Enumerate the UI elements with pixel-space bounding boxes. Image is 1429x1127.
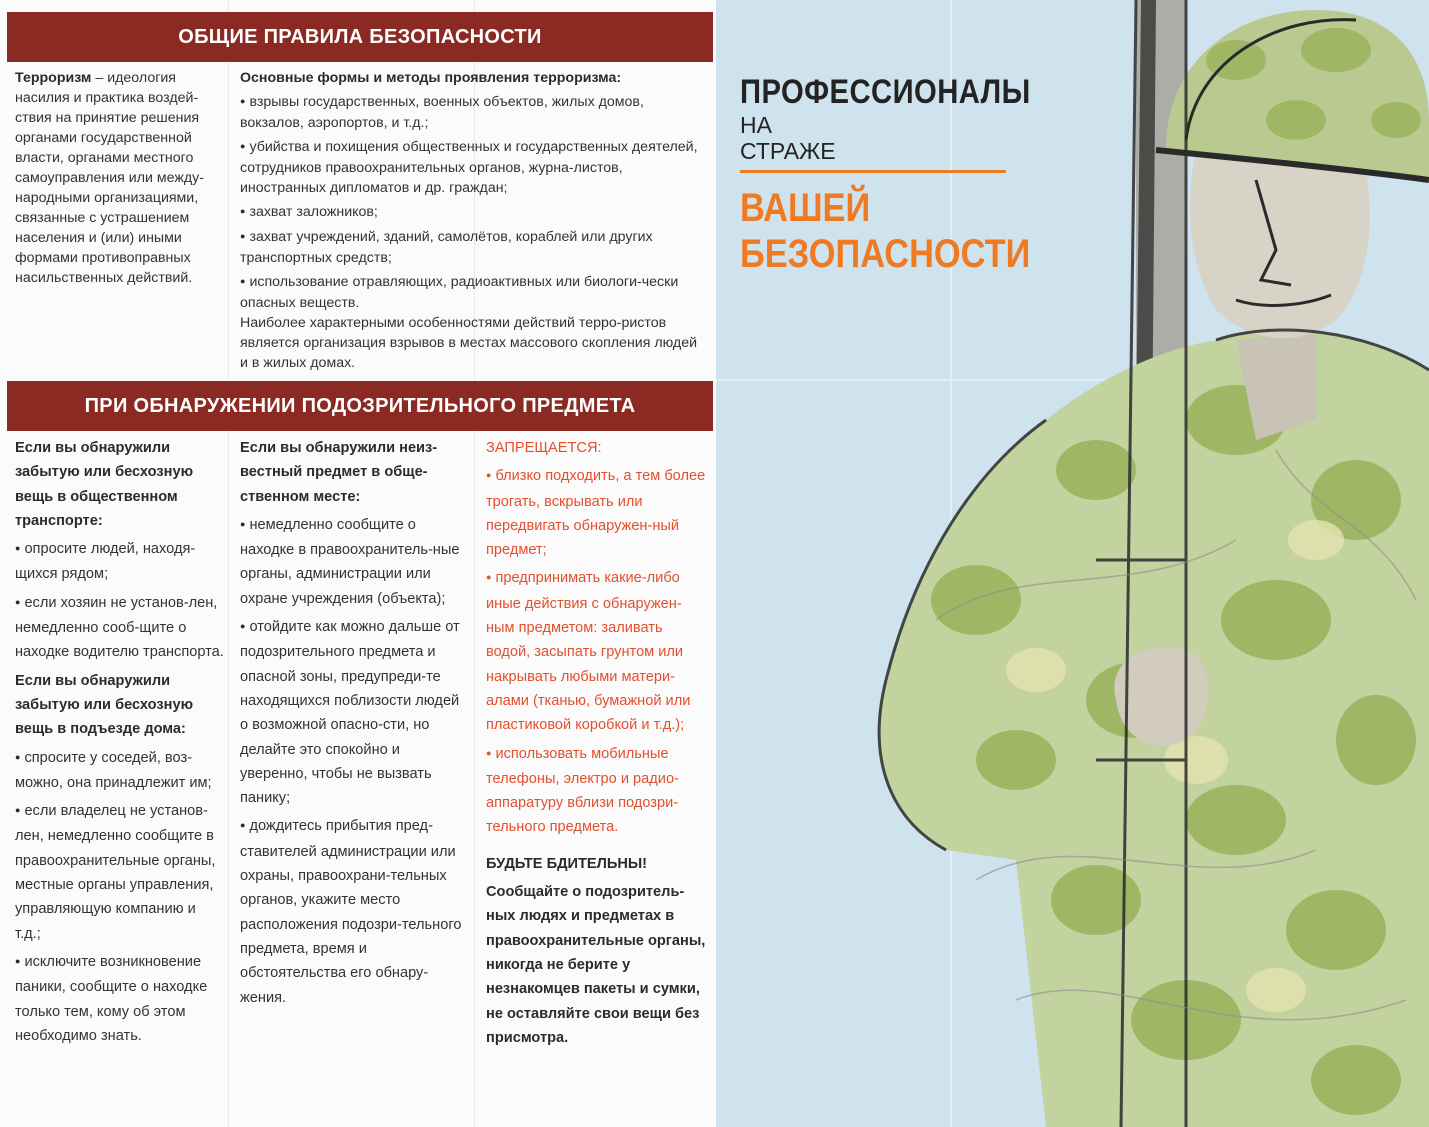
public-place-column xyxy=(240,436,465,1010)
list-item: ● предпринимать какие-либо иные действия с обнаружен-ным предметом: заливать водой, засыпать грунтом или накрывать любыми матери-алами (тканью, бумажной или пластиковой коробкой и т.д.); xyxy=(486,566,706,737)
definition-term: Терроризм xyxy=(15,70,92,86)
list-item: ● дождитесь прибытия пред-ставителей администрации или охраны, правоохрани-тельных органов, укажите место расположения подозри-тельного предмета, время и обстоятельства его обнару-жения. xyxy=(240,814,465,1009)
list-item: ● использовать мобильные телефоны, электро и радио-аппаратуру вблизи подозри-тельного предмета. xyxy=(486,742,706,840)
forms-heading: Основные формы и методы проявления терроризма: xyxy=(240,70,622,86)
list-item: ● если хозяин не установ-лен, немедленно сооб-щите о находке водителю транспорта. xyxy=(15,591,225,665)
list-item: ● захват учреждений, зданий, самолётов, кораблей или других транспортных средств; xyxy=(240,227,705,268)
list-item: ● убийства и похищения общественных и государственных деятелей, сотрудников правоохранительных органов, журна-листов, иностранных дипломатов и др. граждан; xyxy=(240,137,705,198)
list-item: ● исключите возникновение паники, сообщите о находке только тем, кому об этом необходимо знать. xyxy=(15,950,225,1048)
cover-line-1: ПРОФЕССИОНАЛЫ xyxy=(740,73,1031,111)
cover-line-3: СТРАЖЕ xyxy=(740,138,836,164)
transport-and-entrance-column xyxy=(15,436,225,1048)
list-item: ● если владелец не установ-лен, немедленно сообщите в правоохранительные органы, местные органы управления, управляющую компанию и т.д.; xyxy=(15,799,225,946)
list-item: ● использование отравляющих, радиоактивных или биологи-чески опасных веществ. xyxy=(240,272,705,313)
terrorism-definition xyxy=(15,68,220,288)
section-1-banner: ОБЩИЕ ПРАВИЛА БЕЗОПАСНОСТИ xyxy=(7,12,713,62)
cover-divider xyxy=(740,170,1006,173)
terrorism-forms xyxy=(240,68,705,373)
cover-line-4: ВАШЕЙ xyxy=(740,186,871,230)
prohibited-column xyxy=(486,436,706,1050)
transport-heading: Если вы обнаружили забытую или бесхозную вещь в общественном транспорте: xyxy=(15,440,194,529)
entrance-heading: Если вы обнаружили забытую или бесхозную вещь в подъезде дома: xyxy=(15,672,194,738)
cover-line-5: БЕЗОПАСНОСТИ xyxy=(740,232,1031,276)
list-item: ● захват заложников; xyxy=(240,202,705,223)
cover-panel xyxy=(716,0,1429,1127)
fold-line xyxy=(228,0,229,1127)
prohibited-heading: ЗАПРЕЩАЕТСЯ: xyxy=(486,440,602,456)
vigilant-text: Сообщайте о подозритель-ных людях и предметах в правоохранительные органы, никогда не берите у незнакомцев пакеты и сумки, не оставляйте свои вещи без присмотра. xyxy=(486,884,706,1046)
list-item: ● взрывы государственных, военных объектов, жилых домов, вокзалов, аэропортов, и т.д.; xyxy=(240,92,705,133)
list-item: ● опросите людей, находя-щихся рядом; xyxy=(15,537,225,587)
cover-line-2: НА xyxy=(740,112,772,138)
cover-title xyxy=(740,72,1060,277)
vigilant-heading: БУДЬТЕ БДИТЕЛЬНЫ! xyxy=(486,855,648,872)
list-item: ● близко подходить, а тем более трогать, вскрывать или передвигать обнаружен-ный предмет; xyxy=(486,464,706,562)
forms-note: Наиболее характерными особенностями действий терро-ристов является организация взрывов в местах массового скопления людей и в жилых домах. xyxy=(240,315,698,371)
definition-text: – идеология насилия и практика воздей-ствия на принятие решения органами государственной власти, органами местного самоуправления или между-народными организациями, связанные с устрашением населения и (или) иными формами противоправных насильственных действий. xyxy=(15,70,204,286)
public-place-heading: Если вы обнаружили неиз-вестный предмет в обще-ственном месте: xyxy=(240,440,438,505)
list-item: ● спросите у соседей, воз-можно, она принадлежит им; xyxy=(15,746,225,796)
section-2-banner: ПРИ ОБНАРУЖЕНИИ ПОДОЗРИТЕЛЬНОГО ПРЕДМЕТА xyxy=(7,381,713,431)
list-item: ● немедленно сообщите о находке в правоохранитель-ные органы, администрации или охране учреждения (объекта); xyxy=(240,513,465,611)
list-item: ● отойдите как можно дальше от подозрительного предмета и опасной зоны, предупреди-те находящихся поблизости людей о возможной опасно-сти, но делайте это спокойно и уверенно, чтобы не вызвать панику; xyxy=(240,615,465,810)
